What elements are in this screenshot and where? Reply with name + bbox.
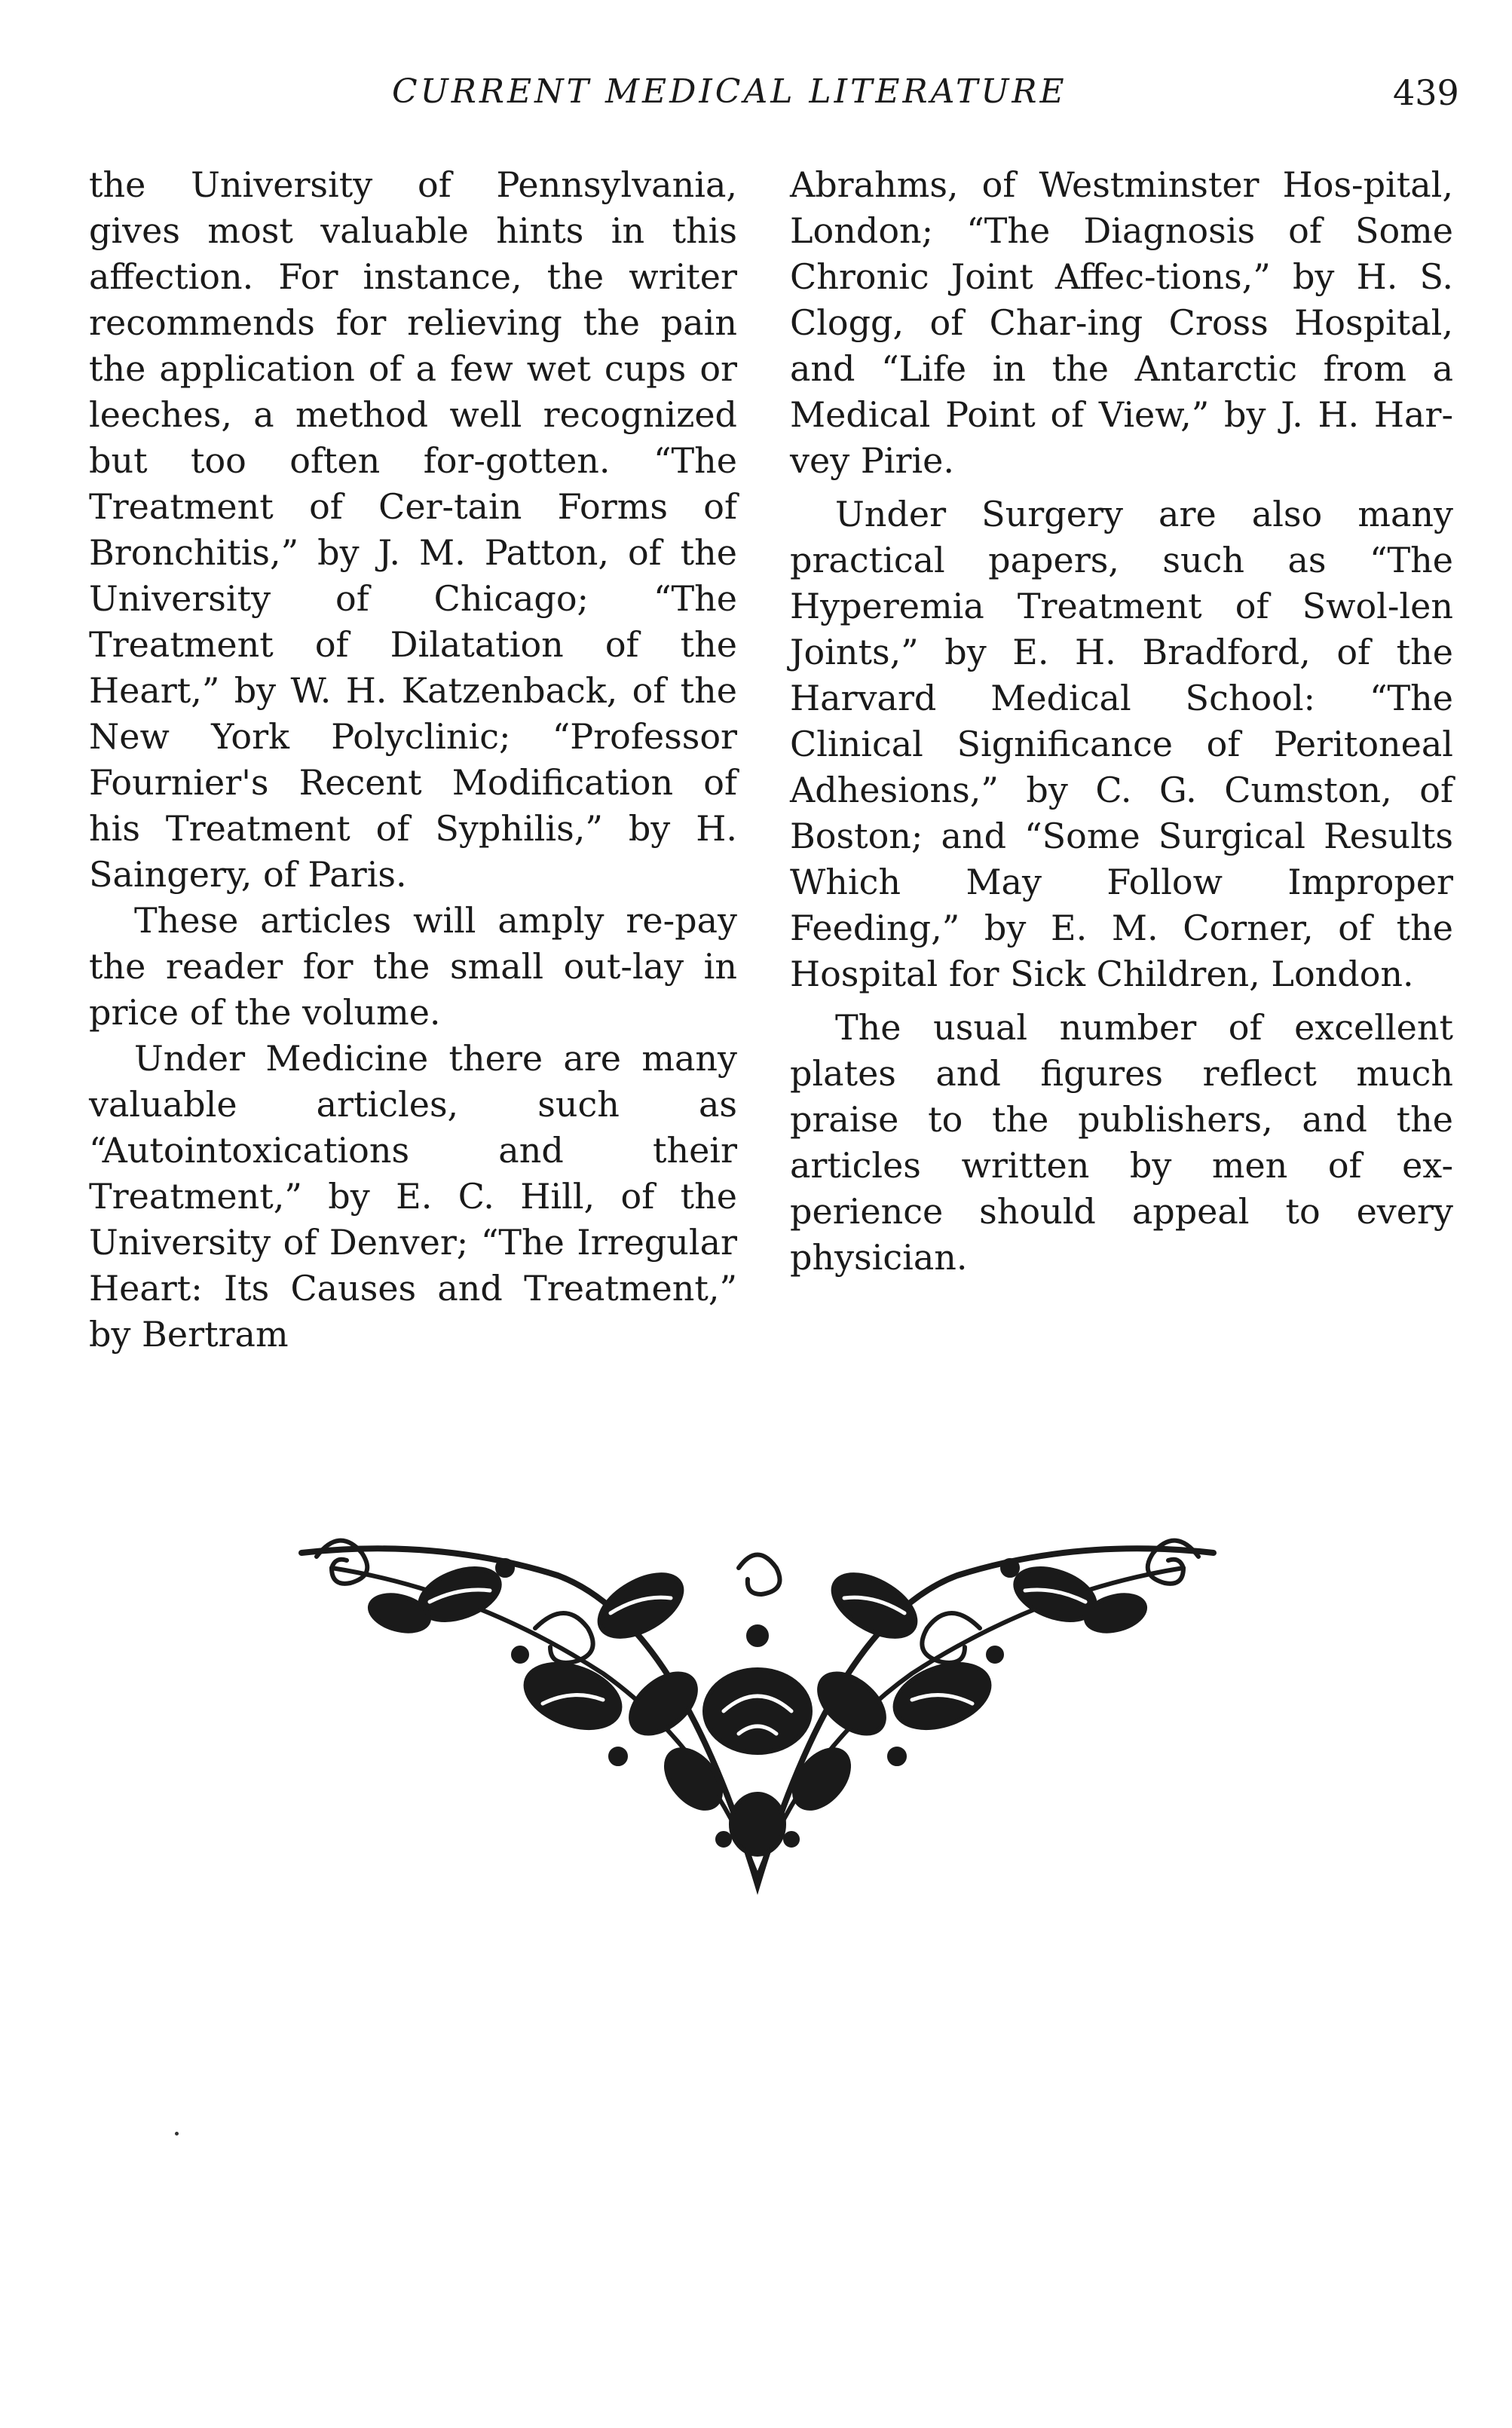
running-header [0,72,1512,133]
right-paragraph-3: The usual number of excellent plates and figures reflect much praise to the publishers, and the articles written by men of ex-perience should appeal to every physician. [790,1007,1453,1278]
right-paragraph-2: Under Surgery are also many practical papers, such as “The Hyperemia Treatment of Swol-len Joints,” by E. H. Bradford, of the Harvard Medical School: “The Clinical Significance of Peritoneal Adhesions,” by C. G. Cumston, of Boston; and “Some Surgical Results Which May Follow Improper Feeding,” by E. M. Corner, of the Hospital for Sick Children, London. [790,494,1453,994]
right-paragraph-1: Abrahms, of Westminster Hos-pital, London; “The Diagnosis of Some Chronic Joint Affec-tions,” by H. S. Clogg, of Char-ing Cross Hospital, and “Life in the Antarctic from a Medical Point of View,” by J. H. Har-vey Pirie. [790,164,1453,481]
left-paragraph-1: the University of Pennsylvania, gives most valuable hints in this affection. For instance, the writer recommends for relieving the pain the application of a few wet cups or leeches, a method well recognized but too often for-gotten. “The Treatment of Cer-tain Forms of Bronchitis,” by J. M. Patton, of the University of Chicago; “The Treatment of Dilatation of the Heart,” by W. H. Katzenback, of the New York Polyclinic; “Professor Fournier's Recent Modification of his Treatment of Syphilis,” by H. Saingery, of Paris. [89,164,737,895]
left-column [89,162,737,1358]
left-paragraph-3: Under Medicine there are many valuable articles, such as “Autointoxications and their Treatment,” by E. C. Hill, of the University of Denver; “The Irregular Heart: Its Causes and Treatment,” by Bertram [89,1038,737,1355]
page-number: 439 [1393,72,1459,113]
right-column [790,162,1453,1281]
print-speck [175,2132,179,2136]
running-title: CURRENT MEDICAL LITERATURE [392,72,1067,111]
floral-tailpiece-ornament-icon [286,1523,1229,1900]
left-paragraph-2: These articles will amply re-pay the reader for the small out-lay in price of the volume. [89,900,737,1033]
